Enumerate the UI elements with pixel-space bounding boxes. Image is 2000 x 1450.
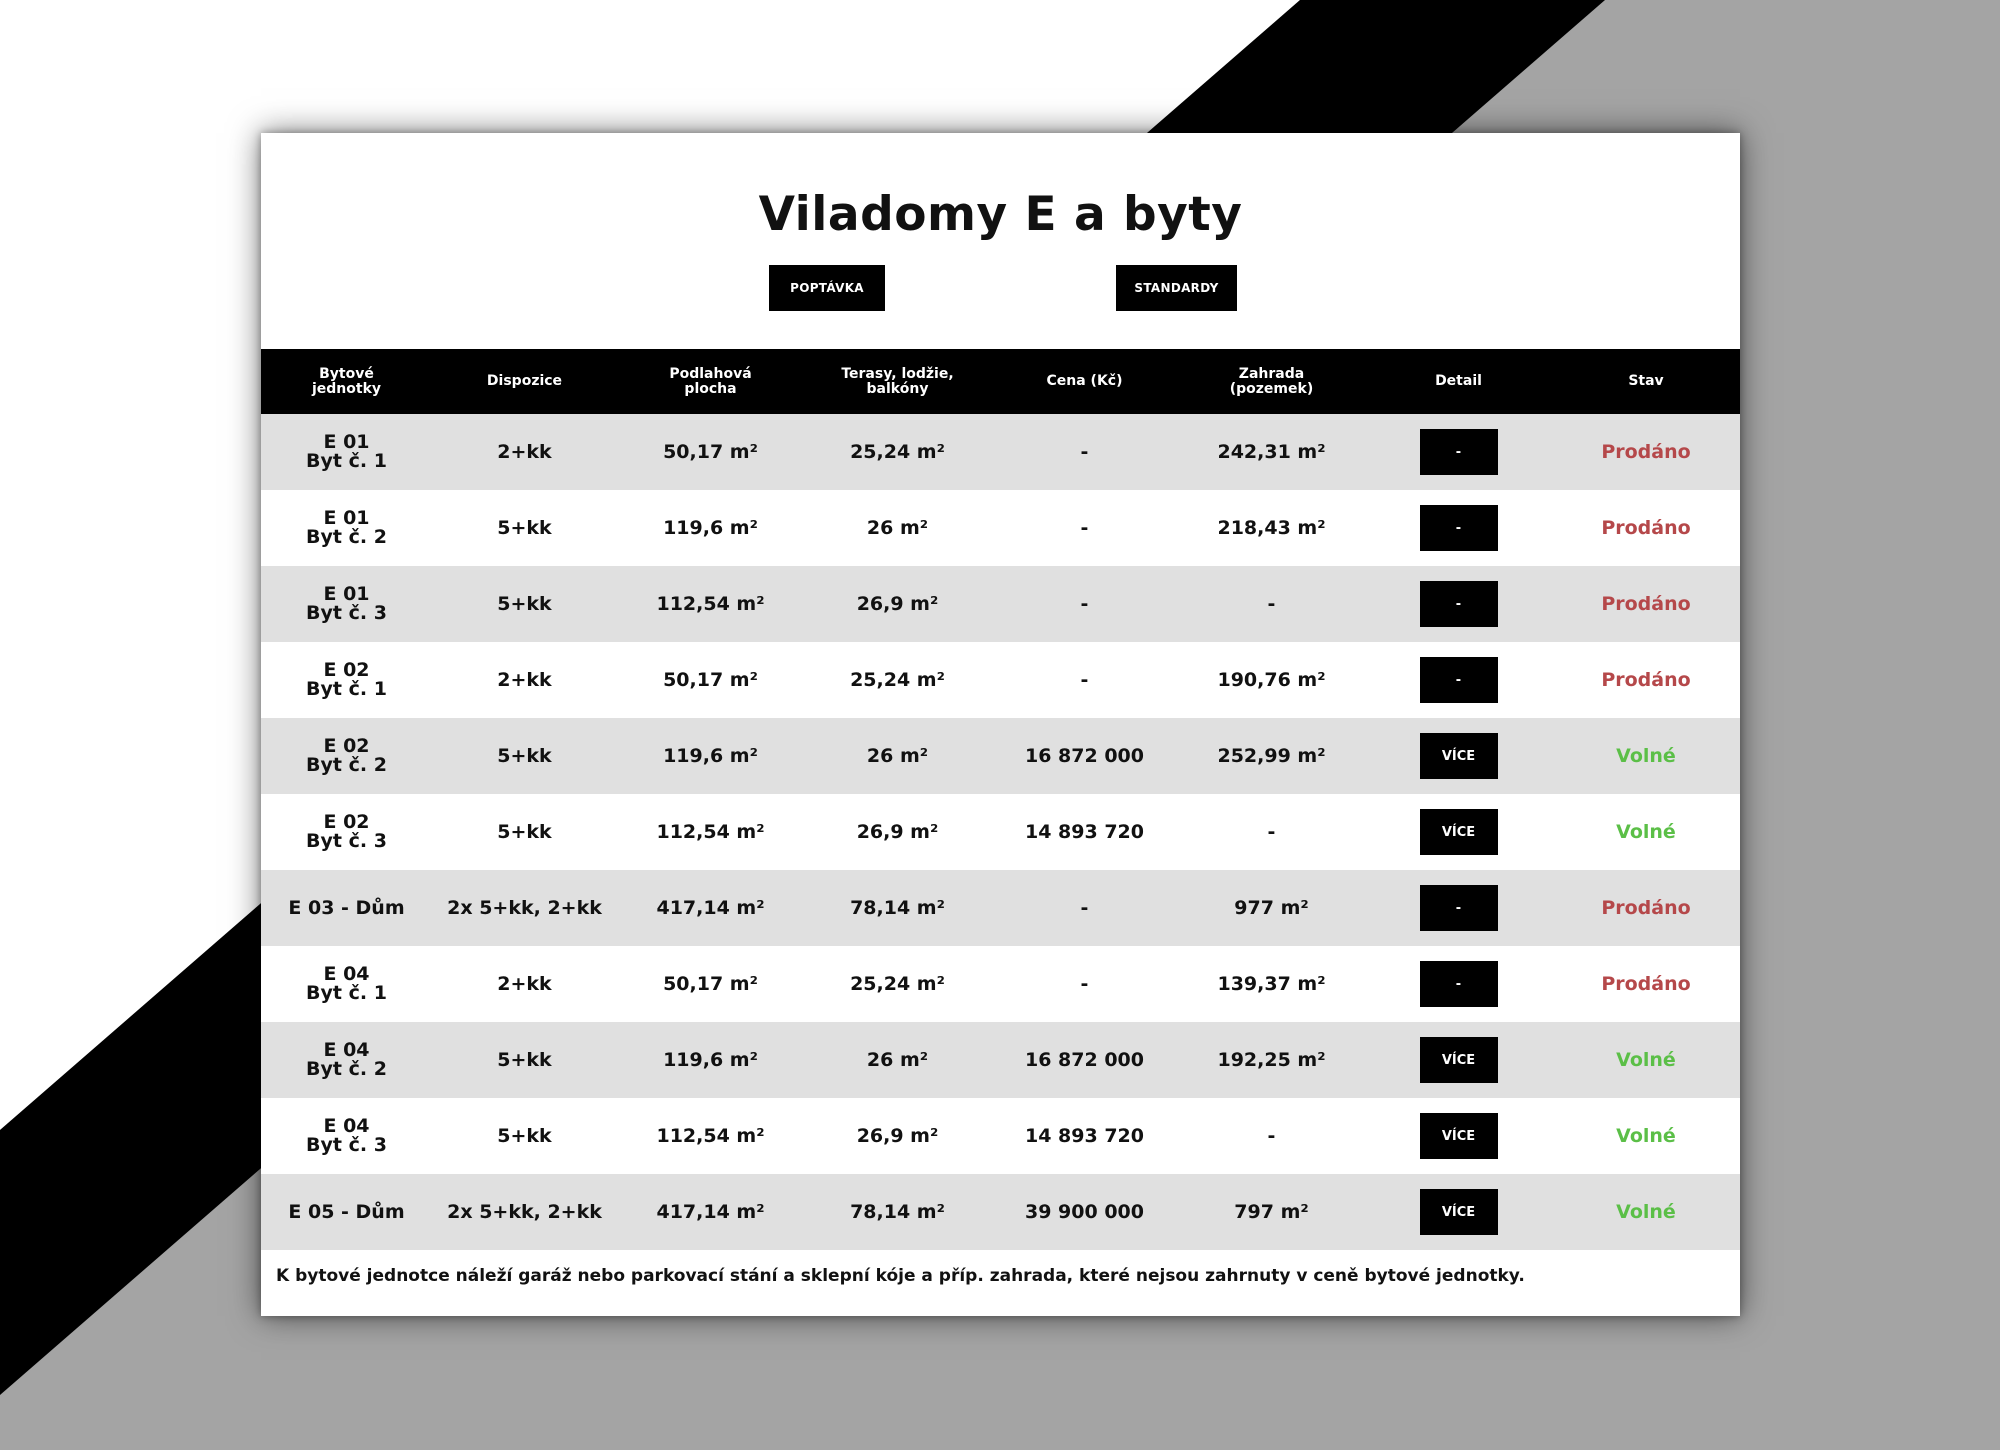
table-row <box>261 946 1740 1022</box>
detail-button[interactable]: VÍCE <box>1420 1037 1498 1083</box>
unit-label: E 04 <box>323 1115 370 1137</box>
table-row <box>261 642 1740 718</box>
unit-label: Byt č. 3 <box>306 830 387 852</box>
status-cell <box>1552 718 1740 794</box>
garden-cell: - <box>1267 820 1276 843</box>
status-sold: Prodáno <box>1601 516 1691 539</box>
garden-cell: 252,99 m² <box>1217 744 1326 767</box>
terrace-cell: 26,9 m² <box>856 1124 939 1147</box>
price-cell: - <box>1080 668 1089 691</box>
content-card <box>261 133 1740 1316</box>
table-header-row <box>261 349 1740 414</box>
area-cell: 417,14 m² <box>656 896 765 919</box>
terrace-cell: 26 m² <box>866 516 929 539</box>
area-cell: 119,6 m² <box>663 744 758 767</box>
unit-label: E 05 - Dům <box>288 1200 405 1223</box>
status-available: Volné <box>1616 744 1676 767</box>
layout-cell: 5+kk <box>497 744 552 767</box>
status-sold: Prodáno <box>1601 440 1691 463</box>
status-cell <box>1552 794 1740 870</box>
area-cell: 50,17 m² <box>663 668 758 691</box>
layout-cell: 2+kk <box>497 668 552 691</box>
unit-cell <box>261 1174 432 1250</box>
layout-cell: 5+kk <box>497 592 552 615</box>
unit-label: E 02 <box>323 735 370 757</box>
area-cell: 112,54 m² <box>656 1124 765 1147</box>
detail-cell <box>1365 718 1552 794</box>
detail-button[interactable]: VÍCE <box>1420 1189 1498 1235</box>
status-sold: Prodáno <box>1601 668 1691 691</box>
table-row <box>261 1174 1740 1250</box>
header-label: Terasy, lodžie, balkóny <box>841 365 954 397</box>
unit-label: Byt č. 3 <box>306 602 387 624</box>
status-sold: Prodáno <box>1601 896 1691 919</box>
layout-cell: 5+kk <box>497 1124 552 1147</box>
unit-cell <box>261 566 432 642</box>
detail-cell <box>1365 490 1552 566</box>
garden-cell: - <box>1267 1124 1276 1147</box>
detail-cell <box>1365 870 1552 946</box>
status-cell <box>1552 870 1740 946</box>
terrace-cell: 26 m² <box>866 744 929 767</box>
unit-cell <box>261 414 432 490</box>
layout-cell: 2x 5+kk, 2+kk <box>447 1200 602 1223</box>
garden-cell: - <box>1267 592 1276 615</box>
area-cell: 119,6 m² <box>663 1048 758 1071</box>
header-label: Dispozice <box>486 373 563 389</box>
detail-cell <box>1365 566 1552 642</box>
detail-button[interactable]: - <box>1420 581 1498 627</box>
table-row <box>261 718 1740 794</box>
status-cell <box>1552 1174 1740 1250</box>
detail-button[interactable]: - <box>1420 885 1498 931</box>
garden-cell: 242,31 m² <box>1217 440 1326 463</box>
unit-label: Byt č. 2 <box>306 754 387 776</box>
header-units <box>261 349 432 414</box>
garden-cell: 192,25 m² <box>1217 1048 1326 1071</box>
unit-label: Byt č. 2 <box>306 1058 387 1080</box>
area-cell: 50,17 m² <box>663 972 758 995</box>
table-row <box>261 1098 1740 1174</box>
status-cell <box>1552 490 1740 566</box>
unit-cell <box>261 794 432 870</box>
unit-cell <box>261 490 432 566</box>
page-title: Viladomy E a byty <box>758 187 1243 242</box>
detail-button[interactable]: VÍCE <box>1420 1113 1498 1159</box>
terrace-cell: 25,24 m² <box>850 668 945 691</box>
detail-button[interactable]: VÍCE <box>1420 733 1498 779</box>
table-row <box>261 490 1740 566</box>
unit-label: E 02 <box>323 659 370 681</box>
detail-button[interactable]: VÍCE <box>1420 809 1498 855</box>
detail-cell <box>1365 946 1552 1022</box>
area-cell: 112,54 m² <box>656 592 765 615</box>
header-garden <box>1178 349 1365 414</box>
unit-label: E 01 <box>323 431 370 453</box>
header-label: Stav <box>1628 373 1664 389</box>
detail-cell <box>1365 1022 1552 1098</box>
unit-label: E 02 <box>323 811 370 833</box>
header-label: Podlahová <box>669 365 752 382</box>
units-table <box>261 349 1740 1250</box>
terrace-cell: 26,9 m² <box>856 820 939 843</box>
detail-button[interactable]: - <box>1420 961 1498 1007</box>
layout-cell: 5+kk <box>497 1048 552 1071</box>
layout-cell: 2+kk <box>497 972 552 995</box>
status-available: Volné <box>1616 820 1676 843</box>
unit-label: E 04 <box>323 1039 370 1061</box>
header-label: (pozemek) <box>1229 380 1314 397</box>
garden-cell: 139,37 m² <box>1217 972 1326 995</box>
header-status <box>1552 349 1740 414</box>
status-cell <box>1552 566 1740 642</box>
price-cell: - <box>1080 896 1089 919</box>
price-cell: 39 900 000 <box>1025 1200 1144 1223</box>
price-cell: 14 893 720 <box>1025 1124 1144 1147</box>
terrace-cell: 78,14 m² <box>850 896 945 919</box>
standards-button[interactable]: STANDARDY <box>1116 265 1237 311</box>
layout-cell: 5+kk <box>497 516 552 539</box>
table-row <box>261 566 1740 642</box>
area-cell: 119,6 m² <box>663 516 758 539</box>
unit-cell <box>261 642 432 718</box>
price-cell: 16 872 000 <box>1025 744 1144 767</box>
header-label: Bytové <box>319 365 374 382</box>
status-cell <box>1552 642 1740 718</box>
detail-cell <box>1365 414 1552 490</box>
detail-cell <box>1365 794 1552 870</box>
terrace-cell: 26,9 m² <box>856 592 939 615</box>
status-available: Volné <box>1616 1124 1676 1147</box>
header-label: Zahrada <box>1238 365 1305 382</box>
unit-label: Byt č. 2 <box>306 526 387 548</box>
price-cell: 16 872 000 <box>1025 1048 1144 1071</box>
unit-label: Byt č. 1 <box>306 982 387 1004</box>
footer-note: K bytové jednotce náleží garáž nebo parkovací stání a sklepní kóje a příp. zahrada, které nejsou zahrnuty v ceně bytové jednotky. <box>276 1266 1525 1286</box>
header-terraces <box>804 349 991 414</box>
table-row <box>261 1022 1740 1098</box>
header-layout <box>432 349 617 414</box>
detail-cell <box>1365 642 1552 718</box>
status-sold: Prodáno <box>1601 972 1691 995</box>
detail-button[interactable]: - <box>1420 429 1498 475</box>
unit-label: Byt č. 1 <box>306 678 387 700</box>
price-cell: - <box>1080 592 1089 615</box>
status-sold: Prodáno <box>1601 592 1691 615</box>
area-cell: 112,54 m² <box>656 820 765 843</box>
table-row <box>261 794 1740 870</box>
table-row <box>261 870 1740 946</box>
header-label: Detail <box>1435 373 1482 389</box>
terrace-cell: 78,14 m² <box>850 1200 945 1223</box>
unit-cell <box>261 1098 432 1174</box>
layout-cell: 2+kk <box>497 440 552 463</box>
terrace-cell: 25,24 m² <box>850 972 945 995</box>
terrace-cell: 25,24 m² <box>850 440 945 463</box>
unit-label: E 04 <box>323 963 370 985</box>
price-cell: - <box>1080 972 1089 995</box>
area-cell: 417,14 m² <box>656 1200 765 1223</box>
status-available: Volné <box>1616 1200 1676 1223</box>
inquiry-button[interactable]: POPTÁVKA <box>769 265 885 311</box>
status-cell <box>1552 1098 1740 1174</box>
status-available: Volné <box>1616 1048 1676 1071</box>
garden-cell: 190,76 m² <box>1217 668 1326 691</box>
unit-cell <box>261 870 432 946</box>
unit-cell <box>261 718 432 794</box>
header-price <box>991 349 1178 414</box>
unit-label: E 01 <box>323 507 370 529</box>
detail-cell <box>1365 1174 1552 1250</box>
price-cell: 14 893 720 <box>1025 820 1144 843</box>
unit-label: Byt č. 1 <box>306 450 387 472</box>
unit-cell <box>261 1022 432 1098</box>
status-cell <box>1552 1022 1740 1098</box>
header-label: jednotky <box>311 380 382 397</box>
table-row <box>261 414 1740 490</box>
unit-label: E 01 <box>323 583 370 605</box>
unit-cell <box>261 946 432 1022</box>
garden-cell: 797 m² <box>1234 1200 1309 1223</box>
terrace-cell: 26 m² <box>866 1048 929 1071</box>
area-cell: 50,17 m² <box>663 440 758 463</box>
garden-cell: 218,43 m² <box>1217 516 1326 539</box>
status-cell <box>1552 414 1740 490</box>
header-label: plocha <box>684 380 737 397</box>
price-cell: - <box>1080 440 1089 463</box>
header-area <box>617 349 804 414</box>
price-cell: - <box>1080 516 1089 539</box>
detail-button[interactable]: - <box>1420 505 1498 551</box>
unit-label: E 03 - Dům <box>288 896 405 919</box>
unit-label: Byt č. 3 <box>306 1134 387 1156</box>
detail-cell <box>1365 1098 1552 1174</box>
status-cell <box>1552 946 1740 1022</box>
layout-cell: 2x 5+kk, 2+kk <box>447 896 602 919</box>
header-detail <box>1365 349 1552 414</box>
table-body <box>261 414 1740 1250</box>
garden-cell: 977 m² <box>1234 896 1309 919</box>
layout-cell: 5+kk <box>497 820 552 843</box>
detail-button[interactable]: - <box>1420 657 1498 703</box>
header-label: Cena (Kč) <box>1046 373 1123 389</box>
